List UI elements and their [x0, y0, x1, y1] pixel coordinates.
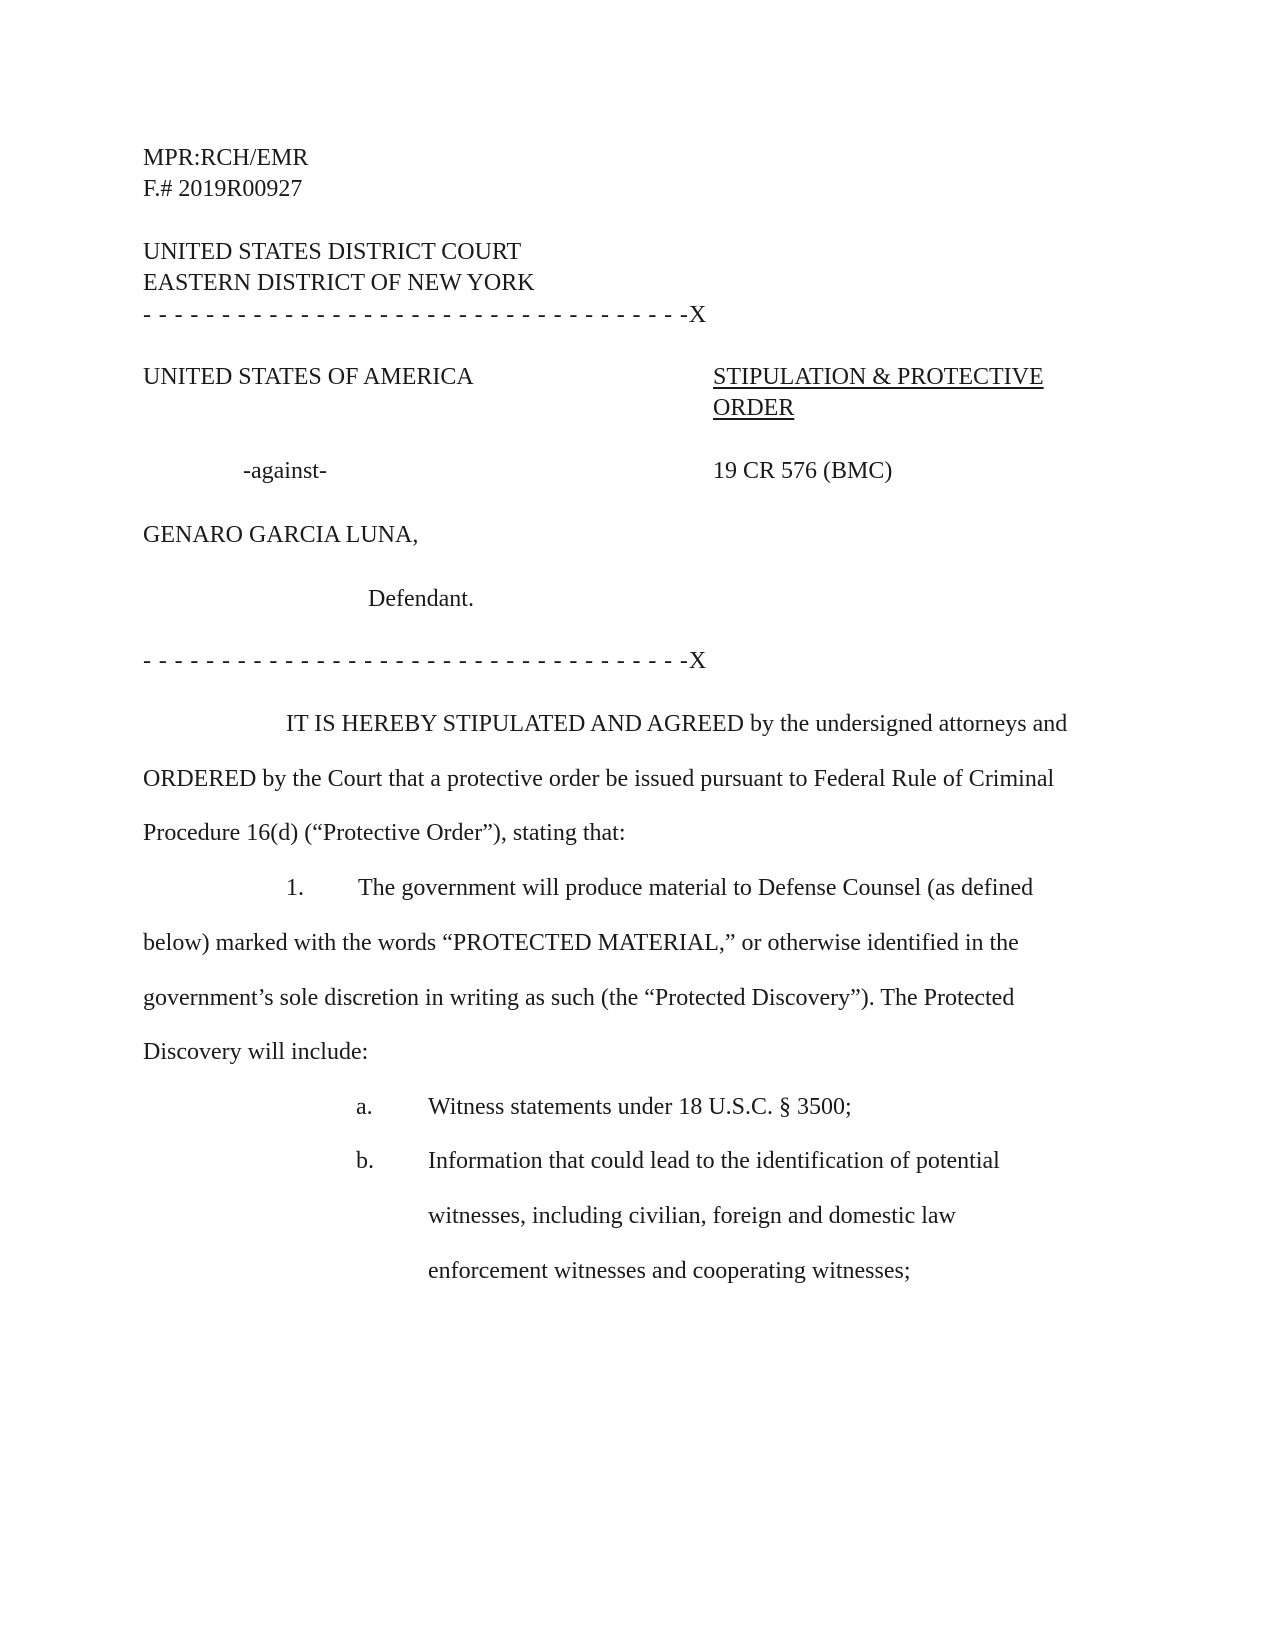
case-number: 19 CR 576 (BMC)	[713, 458, 893, 484]
list-item-line: enforcement witnesses and cooperating witnesses;	[428, 1258, 911, 1284]
court-district: EASTERN DISTRICT OF NEW YORK	[143, 270, 535, 296]
plaintiff: UNITED STATES OF AMERICA	[143, 364, 474, 390]
court-name: UNITED STATES DISTRICT COURT	[143, 239, 522, 265]
file-number: F.# 2019R00927	[143, 176, 303, 202]
paragraph-number: 1.	[286, 875, 304, 901]
file-initials: MPR:RCH/EMR	[143, 145, 309, 171]
list-item-line: witnesses, including civilian, foreign and domestic law	[428, 1203, 956, 1229]
intro-line: IT IS HEREBY STIPULATED AND AGREED by the undersigned attorneys and	[286, 711, 1068, 737]
list-item-line: Information that could lead to the identification of potential	[428, 1148, 1000, 1174]
defendant-name: GENARO GARCIA LUNA,	[143, 522, 419, 548]
against-label: -against-	[243, 458, 327, 484]
list-item-label: a.	[356, 1094, 373, 1120]
list-item-line: Witness statements under 18 U.S.C. § 3500;	[428, 1094, 852, 1120]
list-item-label: b.	[356, 1148, 374, 1174]
paragraph-line: government’s sole discretion in writing as such (the “Protected Discovery”). The Protected	[143, 985, 1015, 1011]
document-title-line2: ORDER	[713, 395, 795, 421]
paragraph-line: below) marked with the words “PROTECTED MATERIAL,” or otherwise identified in the	[143, 930, 1019, 956]
paragraph-line: The government will produce material to Defense Counsel (as defined	[358, 875, 1034, 901]
caption-divider-top: - - - - - - - - - - - - - - - - - - - - - - - - - - - - - - - - - - -X	[143, 302, 708, 328]
defendant-label: Defendant.	[368, 586, 474, 612]
paragraph-line: Discovery will include:	[143, 1039, 369, 1065]
caption-divider-bottom: - - - - - - - - - - - - - - - - - - - - - - - - - - - - - - - - - - -X	[143, 648, 708, 674]
intro-line: ORDERED by the Court that a protective order be issued pursuant to Federal Rule of Criminal	[143, 766, 1055, 792]
document-title-line1: STIPULATION & PROTECTIVE	[713, 364, 1044, 390]
intro-line: Procedure 16(d) (“Protective Order”), stating that:	[143, 820, 626, 846]
